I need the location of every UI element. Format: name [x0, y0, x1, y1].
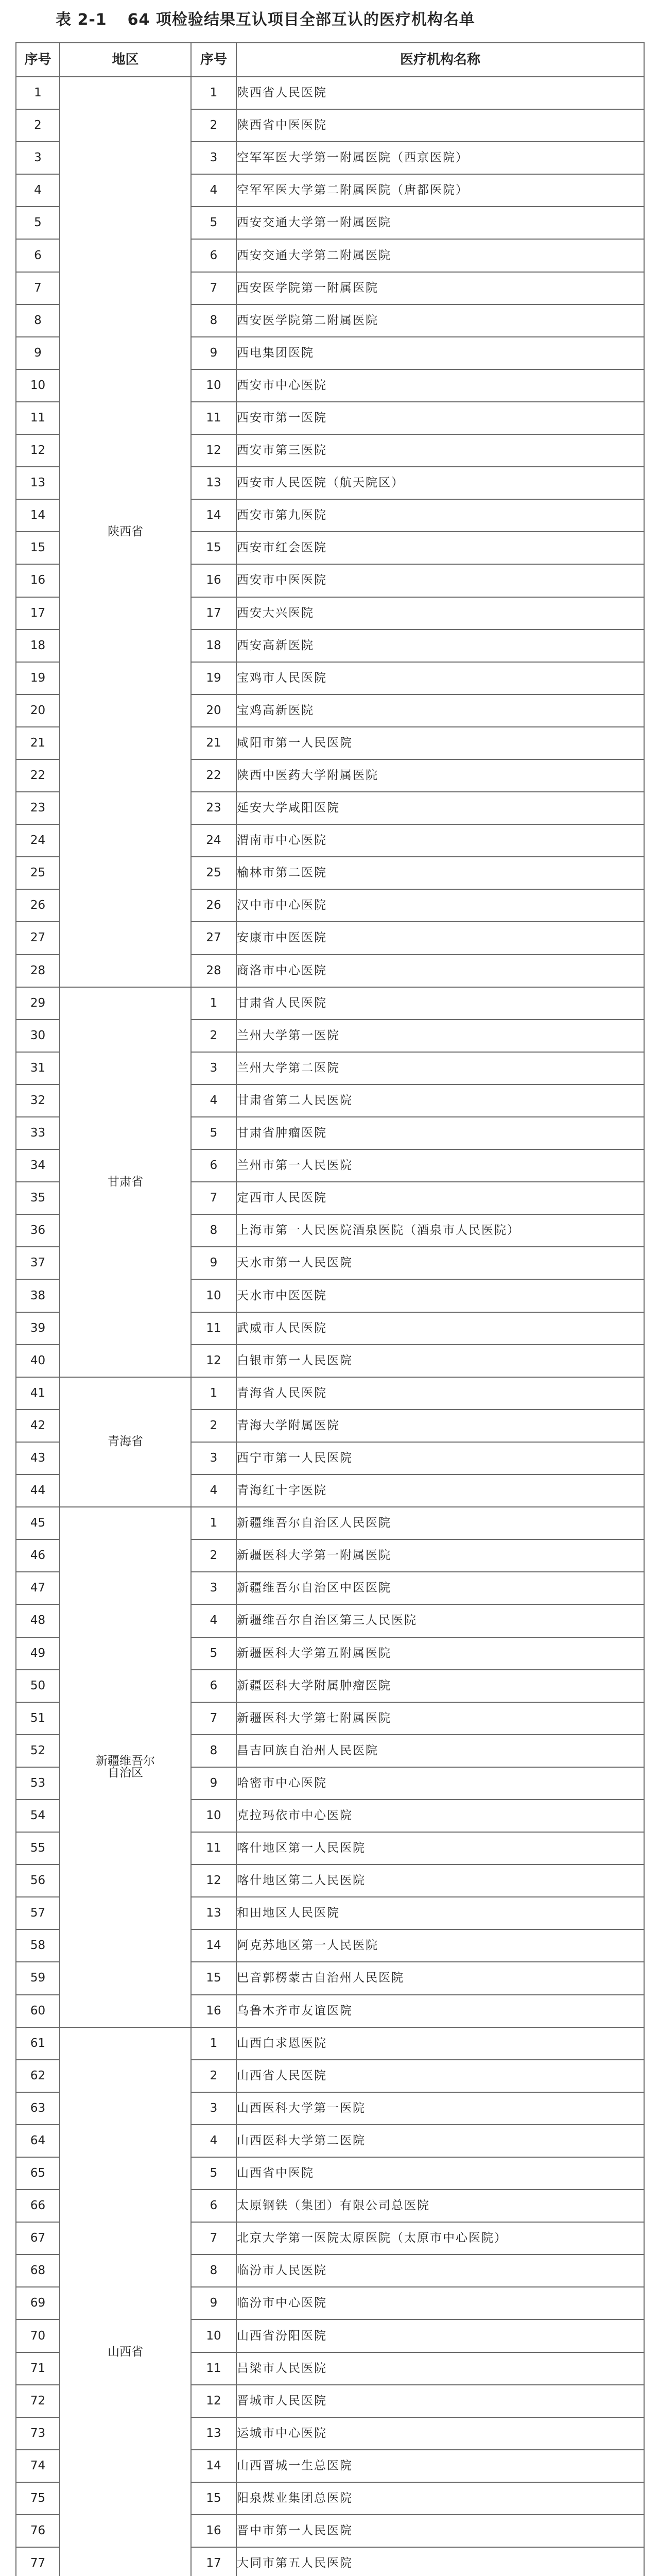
hospital-name: 西安交通大学第二附属医院 [236, 239, 644, 272]
hospital-name: 西安高新医院 [236, 630, 644, 662]
table-row [16, 2027, 644, 2060]
row-sub-seq: 27 [191, 922, 236, 954]
row-seq: 53 [16, 1767, 60, 1800]
hospital-name: 定西市人民医院 [236, 1182, 644, 1214]
row-seq: 66 [16, 2190, 60, 2222]
hospital-name: 昌吉回族自治州人民医院 [236, 1735, 644, 1767]
row-seq: 3 [16, 142, 60, 174]
hospital-name: 陕西中医药大学附属医院 [236, 759, 644, 792]
row-sub-seq: 4 [191, 2125, 236, 2157]
hospital-name: 山西医科大学第二医院 [236, 2125, 644, 2157]
hospital-name: 山西白求恩医院 [236, 2027, 644, 2060]
table-title [0, 0, 659, 36]
row-seq: 13 [16, 467, 60, 499]
row-seq: 42 [16, 1410, 60, 1442]
row-sub-seq: 8 [191, 1735, 236, 1767]
row-sub-seq: 4 [191, 1475, 236, 1507]
row-seq: 2 [16, 109, 60, 142]
region-cell [60, 77, 191, 987]
hospital-name: 天水市中医医院 [236, 1279, 644, 1312]
row-seq: 7 [16, 272, 60, 304]
row-sub-seq: 3 [191, 1052, 236, 1084]
header-region: 地区 [60, 43, 191, 77]
hospital-name: 山西省汾阳医院 [236, 2319, 644, 2352]
hospital-name: 甘肃省肿瘤医院 [236, 1117, 644, 1149]
header-row [16, 43, 644, 77]
row-seq: 37 [16, 1247, 60, 1279]
hospital-name: 克拉玛依市中心医院 [236, 1800, 644, 1832]
row-sub-seq: 15 [191, 532, 236, 564]
hospital-name: 武威市人民医院 [236, 1312, 644, 1345]
row-sub-seq: 11 [191, 2352, 236, 2385]
row-seq: 28 [16, 955, 60, 987]
row-sub-seq: 16 [191, 2515, 236, 2547]
row-sub-seq: 9 [191, 2287, 236, 2319]
row-sub-seq: 2 [191, 1539, 236, 1572]
row-sub-seq: 11 [191, 1312, 236, 1345]
row-sub-seq: 7 [191, 1702, 236, 1735]
row-sub-seq: 21 [191, 727, 236, 759]
hospital-name: 咸阳市第一人民医院 [236, 727, 644, 759]
hospital-name: 临汾市人民医院 [236, 2255, 644, 2287]
row-seq: 31 [16, 1052, 60, 1084]
row-sub-seq: 5 [191, 207, 236, 239]
row-sub-seq: 28 [191, 955, 236, 987]
row-sub-seq: 3 [191, 1442, 236, 1475]
row-sub-seq: 1 [191, 77, 236, 109]
row-sub-seq: 17 [191, 597, 236, 630]
row-seq: 26 [16, 889, 60, 922]
row-seq: 25 [16, 857, 60, 889]
row-seq: 14 [16, 499, 60, 532]
hospital-name: 西安医学院第二附属医院 [236, 304, 644, 337]
row-sub-seq: 14 [191, 2450, 236, 2482]
hospital-name: 山西省人民医院 [236, 2060, 644, 2092]
row-seq: 38 [16, 1279, 60, 1312]
row-seq: 39 [16, 1312, 60, 1345]
hospital-name: 青海省人民医院 [236, 1377, 644, 1410]
hospital-name: 新疆医科大学第一附属医院 [236, 1539, 644, 1572]
hospital-name: 陕西省人民医院 [236, 77, 644, 109]
row-seq: 61 [16, 2027, 60, 2060]
table-caption: 64 项检验结果互认项目全部互认的医疗机构名单 [127, 11, 475, 29]
row-seq: 56 [16, 1865, 60, 1897]
row-sub-seq: 8 [191, 304, 236, 337]
hospital-name: 西安市红会医院 [236, 532, 644, 564]
hospital-name: 西安市第一医院 [236, 402, 644, 434]
hospital-name: 空军军医大学第二附属医院（唐都医院） [236, 174, 644, 207]
row-seq: 54 [16, 1800, 60, 1832]
row-seq: 15 [16, 532, 60, 564]
row-seq: 72 [16, 2385, 60, 2417]
row-seq: 43 [16, 1442, 60, 1475]
row-sub-seq: 10 [191, 2319, 236, 2352]
hospital-name: 新疆医科大学第七附属医院 [236, 1702, 644, 1735]
table-row [16, 987, 644, 1020]
table-row [16, 77, 644, 109]
row-seq: 71 [16, 2352, 60, 2385]
row-sub-seq: 15 [191, 1962, 236, 1994]
row-seq: 74 [16, 2450, 60, 2482]
row-sub-seq: 13 [191, 1897, 236, 1929]
hospital-name: 甘肃省第二人民医院 [236, 1084, 644, 1117]
row-sub-seq: 6 [191, 2190, 236, 2222]
hospital-name: 安康市中医医院 [236, 922, 644, 954]
hospital-name: 西安市中心医院 [236, 369, 644, 402]
row-seq: 70 [16, 2319, 60, 2352]
hospital-name: 新疆维吾尔自治区第三人民医院 [236, 1604, 644, 1637]
row-seq: 50 [16, 1670, 60, 1702]
row-sub-seq: 5 [191, 1117, 236, 1149]
row-sub-seq: 3 [191, 2092, 236, 2125]
hospital-name: 甘肃省人民医院 [236, 987, 644, 1020]
hospital-name: 喀什地区第一人民医院 [236, 1832, 644, 1865]
region-cell [60, 987, 191, 1377]
header-name: 医疗机构名称 [236, 43, 644, 77]
row-seq: 23 [16, 792, 60, 824]
hospital-name: 阳泉煤业集团总医院 [236, 2482, 644, 2515]
row-sub-seq: 6 [191, 1149, 236, 1182]
row-seq: 30 [16, 1020, 60, 1052]
row-sub-seq: 1 [191, 987, 236, 1020]
region-cell [60, 1507, 191, 2027]
row-seq: 41 [16, 1377, 60, 1410]
row-seq: 8 [16, 304, 60, 337]
row-sub-seq: 6 [191, 239, 236, 272]
row-sub-seq: 9 [191, 1767, 236, 1800]
row-seq: 55 [16, 1832, 60, 1865]
row-sub-seq: 13 [191, 2417, 236, 2450]
row-sub-seq: 2 [191, 2060, 236, 2092]
hospital-name: 西安交通大学第一附属医院 [236, 207, 644, 239]
row-sub-seq: 8 [191, 1214, 236, 1247]
row-sub-seq: 7 [191, 272, 236, 304]
region-name: 新疆维吾尔 [96, 1754, 155, 1768]
row-sub-seq: 9 [191, 1247, 236, 1279]
row-seq: 21 [16, 727, 60, 759]
hospital-name: 临汾市中心医院 [236, 2287, 644, 2319]
row-seq: 24 [16, 824, 60, 857]
hospital-name: 兰州大学第二医院 [236, 1052, 644, 1084]
region-cell [60, 1377, 191, 1507]
row-seq: 62 [16, 2060, 60, 2092]
hospital-name: 太原钢铁（集团）有限公司总医院 [236, 2190, 644, 2222]
header-sub-seq: 序号 [191, 43, 236, 77]
region-name: 自治区 [108, 1766, 143, 1780]
row-sub-seq: 25 [191, 857, 236, 889]
row-seq: 22 [16, 759, 60, 792]
row-sub-seq: 2 [191, 109, 236, 142]
row-sub-seq: 2 [191, 1020, 236, 1052]
hospital-name: 喀什地区第二人民医院 [236, 1865, 644, 1897]
row-sub-seq: 23 [191, 792, 236, 824]
row-sub-seq: 12 [191, 2385, 236, 2417]
hospital-name: 西安市第九医院 [236, 499, 644, 532]
hospital-name: 晋城市人民医院 [236, 2385, 644, 2417]
hospital-name: 宝鸡市人民医院 [236, 662, 644, 694]
row-seq: 4 [16, 174, 60, 207]
hospital-name: 西安市人民医院（航天院区） [236, 467, 644, 499]
hospital-name: 兰州大学第一医院 [236, 1020, 644, 1052]
row-sub-seq: 15 [191, 2482, 236, 2515]
row-sub-seq: 16 [191, 564, 236, 597]
region-name: 山西省 [108, 2345, 143, 2359]
hospital-name: 阿克苏地区第一人民医院 [236, 1929, 644, 1962]
row-seq: 27 [16, 922, 60, 954]
region-cell [60, 2027, 191, 2576]
row-seq: 12 [16, 434, 60, 467]
region-name: 甘肃省 [108, 1175, 143, 1189]
hospital-name: 北京大学第一医院太原医院（太原市中心医院） [236, 2222, 644, 2255]
hospital-name: 陕西省中医医院 [236, 109, 644, 142]
row-sub-seq: 16 [191, 1995, 236, 2027]
row-sub-seq: 22 [191, 759, 236, 792]
row-seq: 20 [16, 694, 60, 727]
row-sub-seq: 14 [191, 1929, 236, 1962]
row-seq: 60 [16, 1995, 60, 2027]
hospital-name: 吕梁市人民医院 [236, 2352, 644, 2385]
row-seq: 76 [16, 2515, 60, 2547]
row-sub-seq: 12 [191, 1345, 236, 1377]
row-sub-seq: 1 [191, 1507, 236, 1539]
hospital-name: 西安大兴医院 [236, 597, 644, 630]
row-sub-seq: 4 [191, 1604, 236, 1637]
hospital-name: 渭南市中心医院 [236, 824, 644, 857]
hospital-name: 上海市第一人民医院酒泉医院（酒泉市人民医院） [236, 1214, 644, 1247]
hospital-name: 青海红十字医院 [236, 1475, 644, 1507]
row-sub-seq: 14 [191, 499, 236, 532]
row-seq: 32 [16, 1084, 60, 1117]
row-seq: 49 [16, 1637, 60, 1670]
row-sub-seq: 6 [191, 1670, 236, 1702]
row-sub-seq: 10 [191, 1279, 236, 1312]
row-seq: 35 [16, 1182, 60, 1214]
row-sub-seq: 10 [191, 1800, 236, 1832]
table-body [16, 77, 644, 2576]
row-seq: 48 [16, 1604, 60, 1637]
hospital-name: 新疆维吾尔自治区中医医院 [236, 1572, 644, 1604]
row-seq: 67 [16, 2222, 60, 2255]
row-seq: 44 [16, 1475, 60, 1507]
row-sub-seq: 13 [191, 467, 236, 499]
hospital-name: 新疆维吾尔自治区人民医院 [236, 1507, 644, 1539]
row-seq: 45 [16, 1507, 60, 1539]
hospital-name: 山西医科大学第一医院 [236, 2092, 644, 2125]
row-seq: 11 [16, 402, 60, 434]
row-seq: 47 [16, 1572, 60, 1604]
hospital-name: 宝鸡高新医院 [236, 694, 644, 727]
row-seq: 40 [16, 1345, 60, 1377]
row-sub-seq: 19 [191, 662, 236, 694]
row-seq: 34 [16, 1149, 60, 1182]
row-seq: 52 [16, 1735, 60, 1767]
row-seq: 65 [16, 2157, 60, 2190]
region-name: 青海省 [108, 1435, 143, 1449]
row-sub-seq: 8 [191, 2255, 236, 2287]
row-sub-seq: 1 [191, 2027, 236, 2060]
hospital-name: 新疆医科大学第五附属医院 [236, 1637, 644, 1670]
row-seq: 46 [16, 1539, 60, 1572]
row-seq: 9 [16, 337, 60, 369]
row-sub-seq: 26 [191, 889, 236, 922]
hospital-name: 西安市第三医院 [236, 434, 644, 467]
row-seq: 63 [16, 2092, 60, 2125]
region-name: 陕西省 [108, 524, 143, 538]
row-seq: 19 [16, 662, 60, 694]
row-seq: 18 [16, 630, 60, 662]
row-sub-seq: 4 [191, 1084, 236, 1117]
row-sub-seq: 3 [191, 1572, 236, 1604]
row-sub-seq: 4 [191, 174, 236, 207]
row-seq: 68 [16, 2255, 60, 2287]
hospital-name: 汉中市中心医院 [236, 889, 644, 922]
row-sub-seq: 9 [191, 337, 236, 369]
row-sub-seq: 18 [191, 630, 236, 662]
row-seq: 1 [16, 77, 60, 109]
hospital-name: 大同市第五人民医院 [236, 2547, 644, 2576]
hospital-name: 商洛市中心医院 [236, 955, 644, 987]
row-seq: 5 [16, 207, 60, 239]
row-seq: 77 [16, 2547, 60, 2576]
hospital-name: 哈密市中心医院 [236, 1767, 644, 1800]
row-seq: 29 [16, 987, 60, 1020]
row-sub-seq: 24 [191, 824, 236, 857]
row-sub-seq: 17 [191, 2547, 236, 2576]
row-seq: 64 [16, 2125, 60, 2157]
hospital-name: 乌鲁木齐市友谊医院 [236, 1995, 644, 2027]
hospital-name: 新疆医科大学附属肿瘤医院 [236, 1670, 644, 1702]
row-seq: 10 [16, 369, 60, 402]
hospital-name: 西安医学院第一附属医院 [236, 272, 644, 304]
row-sub-seq: 1 [191, 1377, 236, 1410]
row-sub-seq: 7 [191, 1182, 236, 1214]
header-seq: 序号 [16, 43, 60, 77]
row-sub-seq: 5 [191, 1637, 236, 1670]
hospital-name: 山西晋城一生总医院 [236, 2450, 644, 2482]
row-seq: 57 [16, 1897, 60, 1929]
table-number: 表 2-1 [56, 11, 107, 29]
row-sub-seq: 10 [191, 369, 236, 402]
row-sub-seq: 12 [191, 1865, 236, 1897]
hospital-name: 空军军医大学第一附属医院（西京医院） [236, 142, 644, 174]
hospital-name: 西电集团医院 [236, 337, 644, 369]
hospital-name: 延安大学咸阳医院 [236, 792, 644, 824]
row-seq: 16 [16, 564, 60, 597]
row-seq: 58 [16, 1929, 60, 1962]
row-sub-seq: 3 [191, 142, 236, 174]
row-seq: 51 [16, 1702, 60, 1735]
hospital-name: 西安市中医医院 [236, 564, 644, 597]
hospital-name: 天水市第一人民医院 [236, 1247, 644, 1279]
row-seq: 17 [16, 597, 60, 630]
row-seq: 6 [16, 239, 60, 272]
row-sub-seq: 2 [191, 1410, 236, 1442]
row-seq: 73 [16, 2417, 60, 2450]
row-sub-seq: 12 [191, 434, 236, 467]
hospital-name: 晋中市第一人民医院 [236, 2515, 644, 2547]
row-seq: 69 [16, 2287, 60, 2319]
hospital-name: 山西省中医院 [236, 2157, 644, 2190]
row-sub-seq: 11 [191, 1832, 236, 1865]
hospital-name: 西宁市第一人民医院 [236, 1442, 644, 1475]
hospital-name: 和田地区人民医院 [236, 1897, 644, 1929]
hospital-name: 白银市第一人民医院 [236, 1345, 644, 1377]
row-seq: 36 [16, 1214, 60, 1247]
row-sub-seq: 20 [191, 694, 236, 727]
row-sub-seq: 11 [191, 402, 236, 434]
row-seq: 75 [16, 2482, 60, 2515]
hospital-name: 榆林市第二医院 [236, 857, 644, 889]
hospital-name: 青海大学附属医院 [236, 1410, 644, 1442]
row-seq: 59 [16, 1962, 60, 1994]
hospital-name: 巴音郭楞蒙古自治州人民医院 [236, 1962, 644, 1994]
row-sub-seq: 7 [191, 2222, 236, 2255]
table-row [16, 1507, 644, 1539]
row-seq: 33 [16, 1117, 60, 1149]
hospital-name: 兰州市第一人民医院 [236, 1149, 644, 1182]
row-sub-seq: 5 [191, 2157, 236, 2190]
hospital-name: 运城市中心医院 [236, 2417, 644, 2450]
hospital-table [15, 42, 645, 2576]
table-row [16, 1377, 644, 1410]
